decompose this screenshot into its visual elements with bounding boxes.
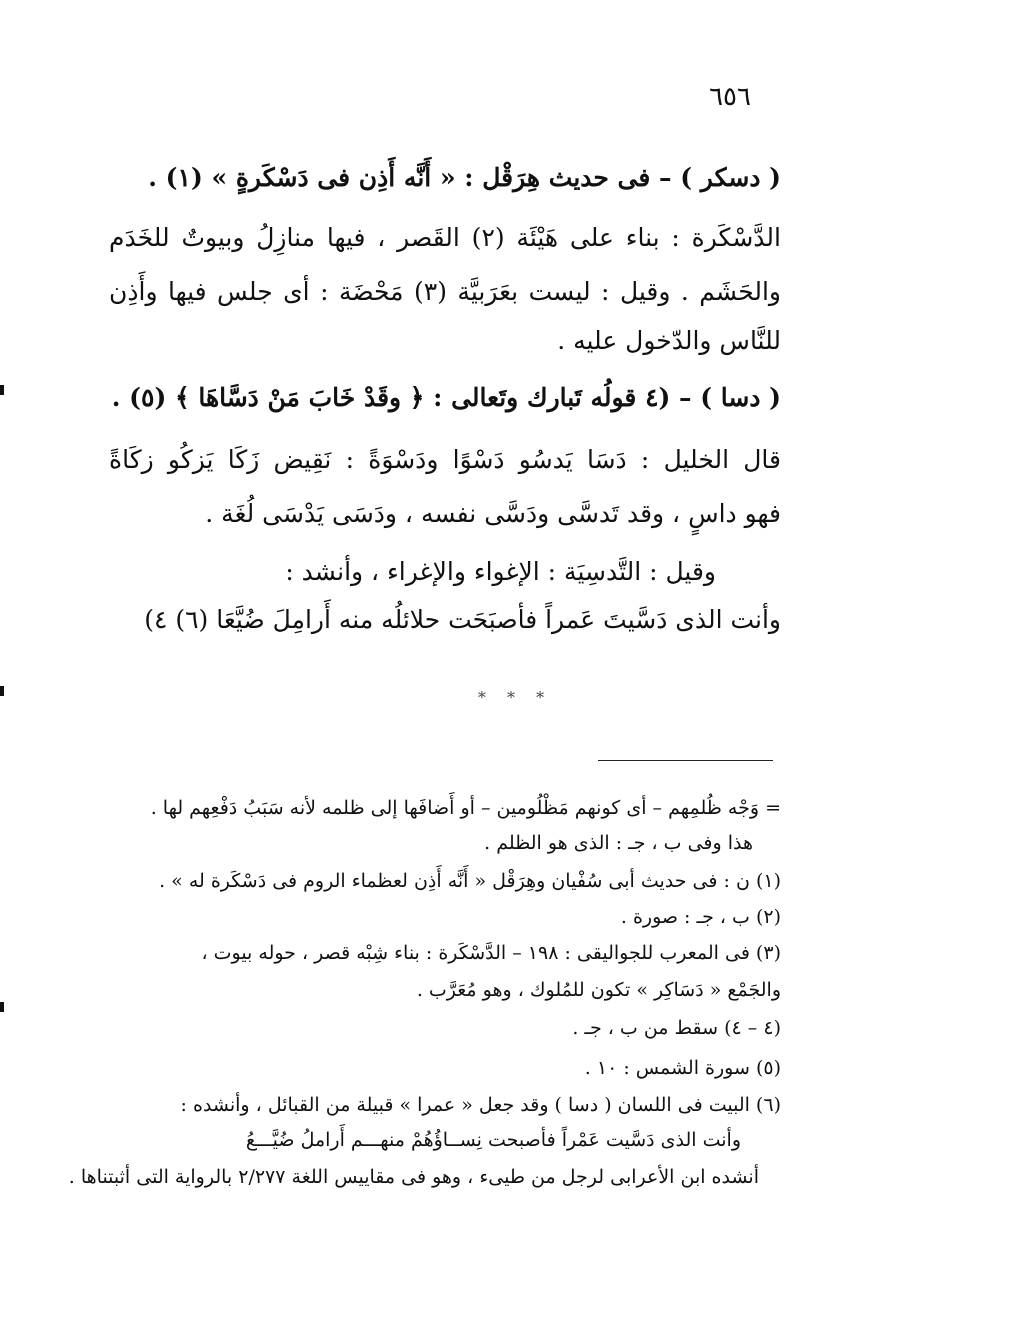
footnote-rule <box>598 760 773 761</box>
body-line: وقيل : التَّدسِيَة : الإغواء والإغراء ، وأنشد : <box>285 557 716 586</box>
footnote-line: (٥) سورة الشمس : ١٠ . <box>584 1057 781 1079</box>
footnote-line: = وَجْه ظُلمِهم – أى كونهم مَظْلُومين – أو أَضافَها إلى ظلمه لأنه سَبَبُ دَفْعِهم لها . <box>150 797 781 819</box>
margin-mark <box>0 1002 4 1012</box>
body-line: قال الخليل : دَسَا يَدسُو دَسْوًا ودَسْوَةً : نَقِيض زَكَا يَزكُو زكَاةً <box>109 445 781 474</box>
footnote-line: (٦) البيت فى اللسان ( دسا ) وقد جعل « عمرا » قبيلة من القبائل ، وأنشده : <box>180 1094 781 1116</box>
poetry-verse: وأنت الذى دَسَّيتَ عَمراً فأصبَحَت حلائلُه منه أَرامِلَ ضُيَّعَا (٦) ٤) <box>144 605 781 634</box>
entry-heading-dsa: ( دسا ) – (٤ قولُه تَبارك وتَعالى : ﴿ وقَدْ خَابَ مَنْ دَسَّاهَا ﴾ (٥) . <box>111 383 781 412</box>
footnote-line: هذا وفى ب ، جـ : الذى هو الظلم . <box>484 832 753 854</box>
body-line: فهو داسٍ ، وقد تَدسَّى ودَسَّى نفسه ، ودَسَى يَدْسَى لُغَة . <box>205 499 781 528</box>
footnote-line: أنشده ابن الأعرابى لرجل من طيىء ، وهو فى مقاييس اللغة ٢/٢٧٧ بالرواية التى أثبتناها . <box>68 1166 759 1188</box>
section-separator: * * * <box>477 688 553 707</box>
margin-mark <box>0 686 4 696</box>
footnote-line: والجَمْع « دَسَاكِر » تكون للمُلوك ، وهو مُعَرَّب . <box>416 979 781 1001</box>
footnote-line: (١) ن : فى حديث أبى سُفْيان وهِرَقْل « أَنَّه أَذِن لعظماء الروم فى دَسْكَرة له » . <box>159 870 781 892</box>
body-line: والحَشَم . وقيل : ليست بعَرَبيَّة (٣) مَحْضَة : أى جلس فيها وأَذِن <box>109 277 782 306</box>
margin-mark <box>0 385 4 395</box>
body-line: الدَّسْكَرة : بناء على هَيْئَة (٢) القَصر ، فيها منازِلُ وبيوتٌ للخَدَم <box>109 223 781 252</box>
footnote-line: (٣) فى المعرب للجواليقى : ١٩٨ – الدَّسْكَرة : بناء شِبْه قصر ، حوله بيوت ، <box>201 942 781 964</box>
page-number: ٦٥٦ <box>709 82 751 112</box>
entry-heading-dskr: ( دسكر ) – فى حديث هِرَقْل : « أَنَّه أَذِن فى دَسْكَرةٍ » (١) . <box>148 163 781 192</box>
footnote-line: (٤ – ٤) سقط من ب ، جـ . <box>572 1017 781 1039</box>
footnote-line: (٢) ب ، جـ : صورة . <box>620 906 781 928</box>
body-line: للنَّاس والدّخول عليه . <box>557 326 781 355</box>
footnote-verse: وأنت الذى دَسَّيت عَمْراً فأصبحت نِســاؤُهُمْ منهـــم أَراملُ ضُيَّـــعُ <box>245 1129 741 1151</box>
